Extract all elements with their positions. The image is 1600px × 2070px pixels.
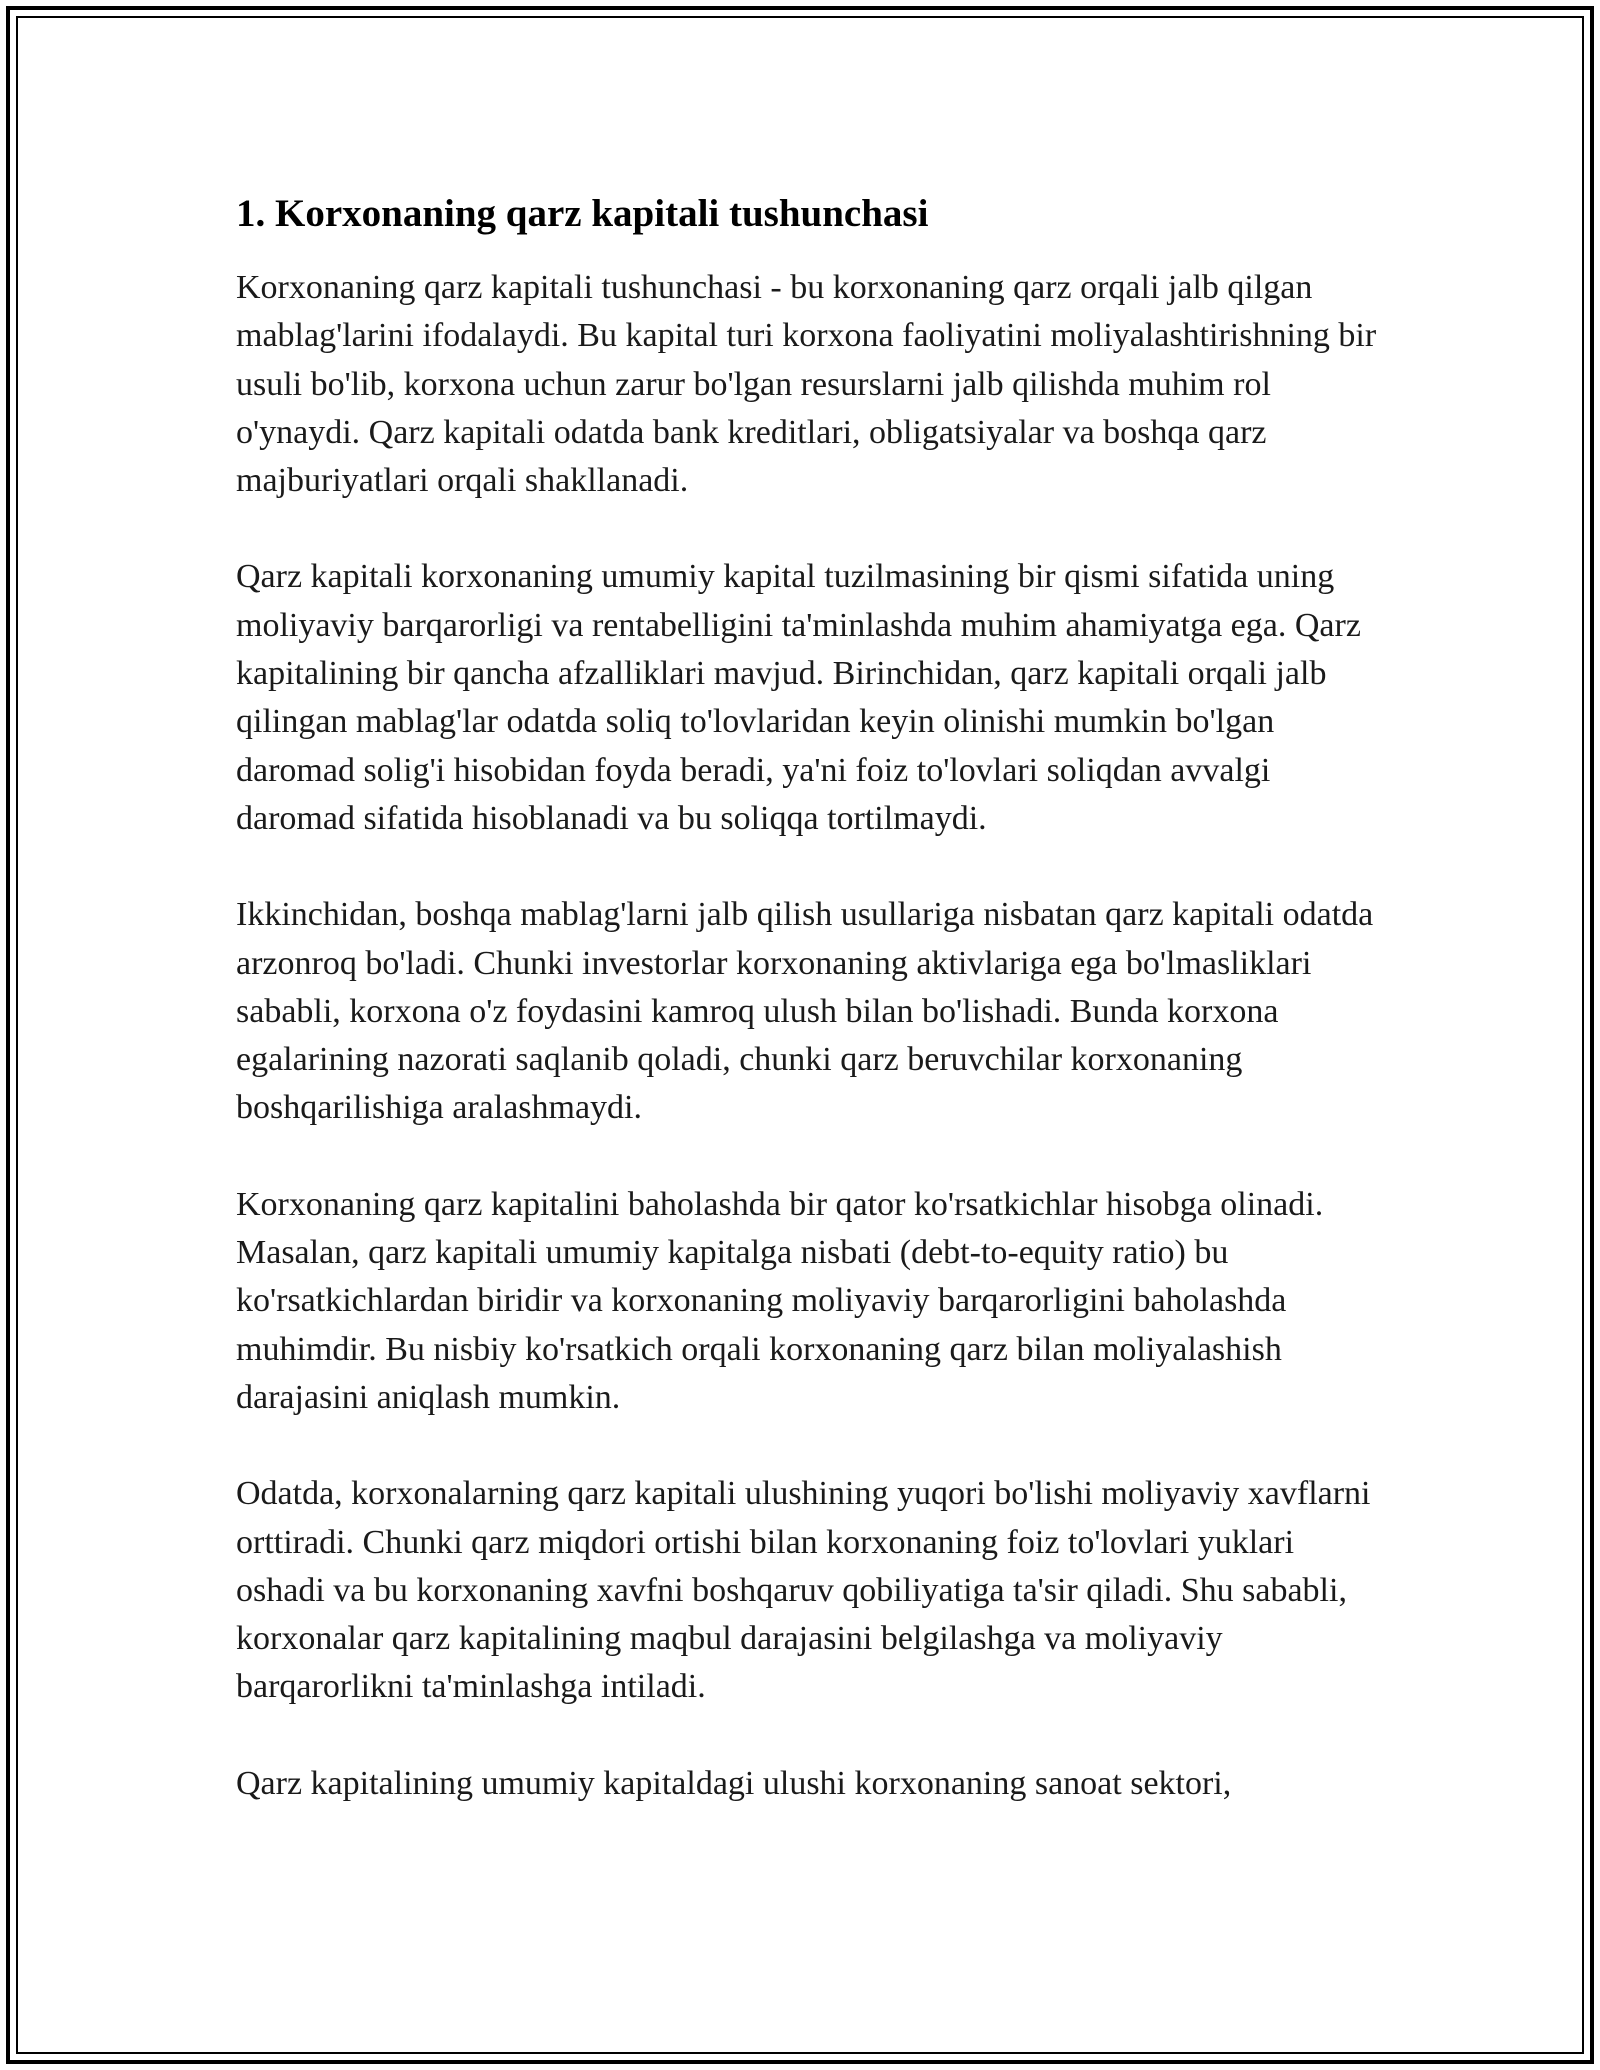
paragraph-2: Qarz kapitali korxonaning umumiy kapital tuzilmasining bir qismi sifatida uning moliyaviy barqarorligi va rentabelligini ta'minlashda muhim ahamiyatga ega. Qarz kapitalining bir qancha afzalliklari mavjud. Birinchidan, qarz kapitali orqali jalb qilingan mablag'lar odatda soliq to'lovlaridan keyin olinishi mumkin bo'lgan daromad solig'i hisobidan foyda beradi, ya'ni foiz to'lovlari soliqdan avvalgi daromad sifatida hisoblanadi va bu soliqqa tortilmaydi. [236,558,1361,837]
document-body [236,190,1386,1808]
section-heading: 1. Korxonaning qarz kapitali tushunchasi [236,192,929,235]
paragraph-4: Korxonaning qarz kapitalini baholashda bir qator ko'rsatkichlar hisobga olinadi. Masalan, qarz kapitali umumiy kapitalga nisbati (debt-to-equity ratio) bu ko'rsatkichlardan biridir va korxonaning moliyaviy barqarorligini baholashda muhimdir. Bu nisbiy ko'rsatkich orqali korxonaning qarz bilan moliyalashish darajasini aniqlash mumkin. [236,1185,1324,1416]
paragraph-5: Odatda, korxonalarning qarz kapitali ulushining yuqori bo'lishi moliyaviy xavflarni orttiradi. Chunki qarz miqdori ortishi bilan korxonaning foiz to'lovlari yuklari oshadi va bu korxonaning xavfni boshqaruv qobiliyatiga ta'sir qiladi. Shu sababli, korxonalar qarz kapitalining maqbul darajasini belgilashga va moliyaviy barqarorlikni ta'minlashga intiladi. [236,1475,1371,1706]
paragraph-3: Ikkinchidan, boshqa mablag'larni jalb qilish usullariga nisbatan qarz kapitali odatda arzonroq bo'ladi. Chunki investorlar korxonaning aktivlariga ega bo'lmasliklari sababli, korxona o'z foydasini kamroq ulush bilan bo'lishadi. Bunda korxona egalarining nazorati saqlanib qoladi, chunki qarz beruvchilar korxonaning boshqarilishiga aralashmaydi. [236,896,1374,1127]
paragraph-1: Korxonaning qarz kapitali tushunchasi - bu korxonaning qarz orqali jalb qilgan mablag'larini ifodalaydi. Bu kapital turi korxona faoliyatini moliyalashtirishning bir usuli bo'lib, korxona uchun zarur bo'lgan resurslarni jalb qilishda muhim rol o'ynaydi. Qarz kapitali odatda bank kreditlari, obligatsiyalar va boshqa qarz majburiyatlari orqali shakllanadi. [236,269,1377,500]
paragraph-6: Qarz kapitalining umumiy kapitaldagi ulushi korxonaning sanoat sektori, [236,1764,1232,1802]
